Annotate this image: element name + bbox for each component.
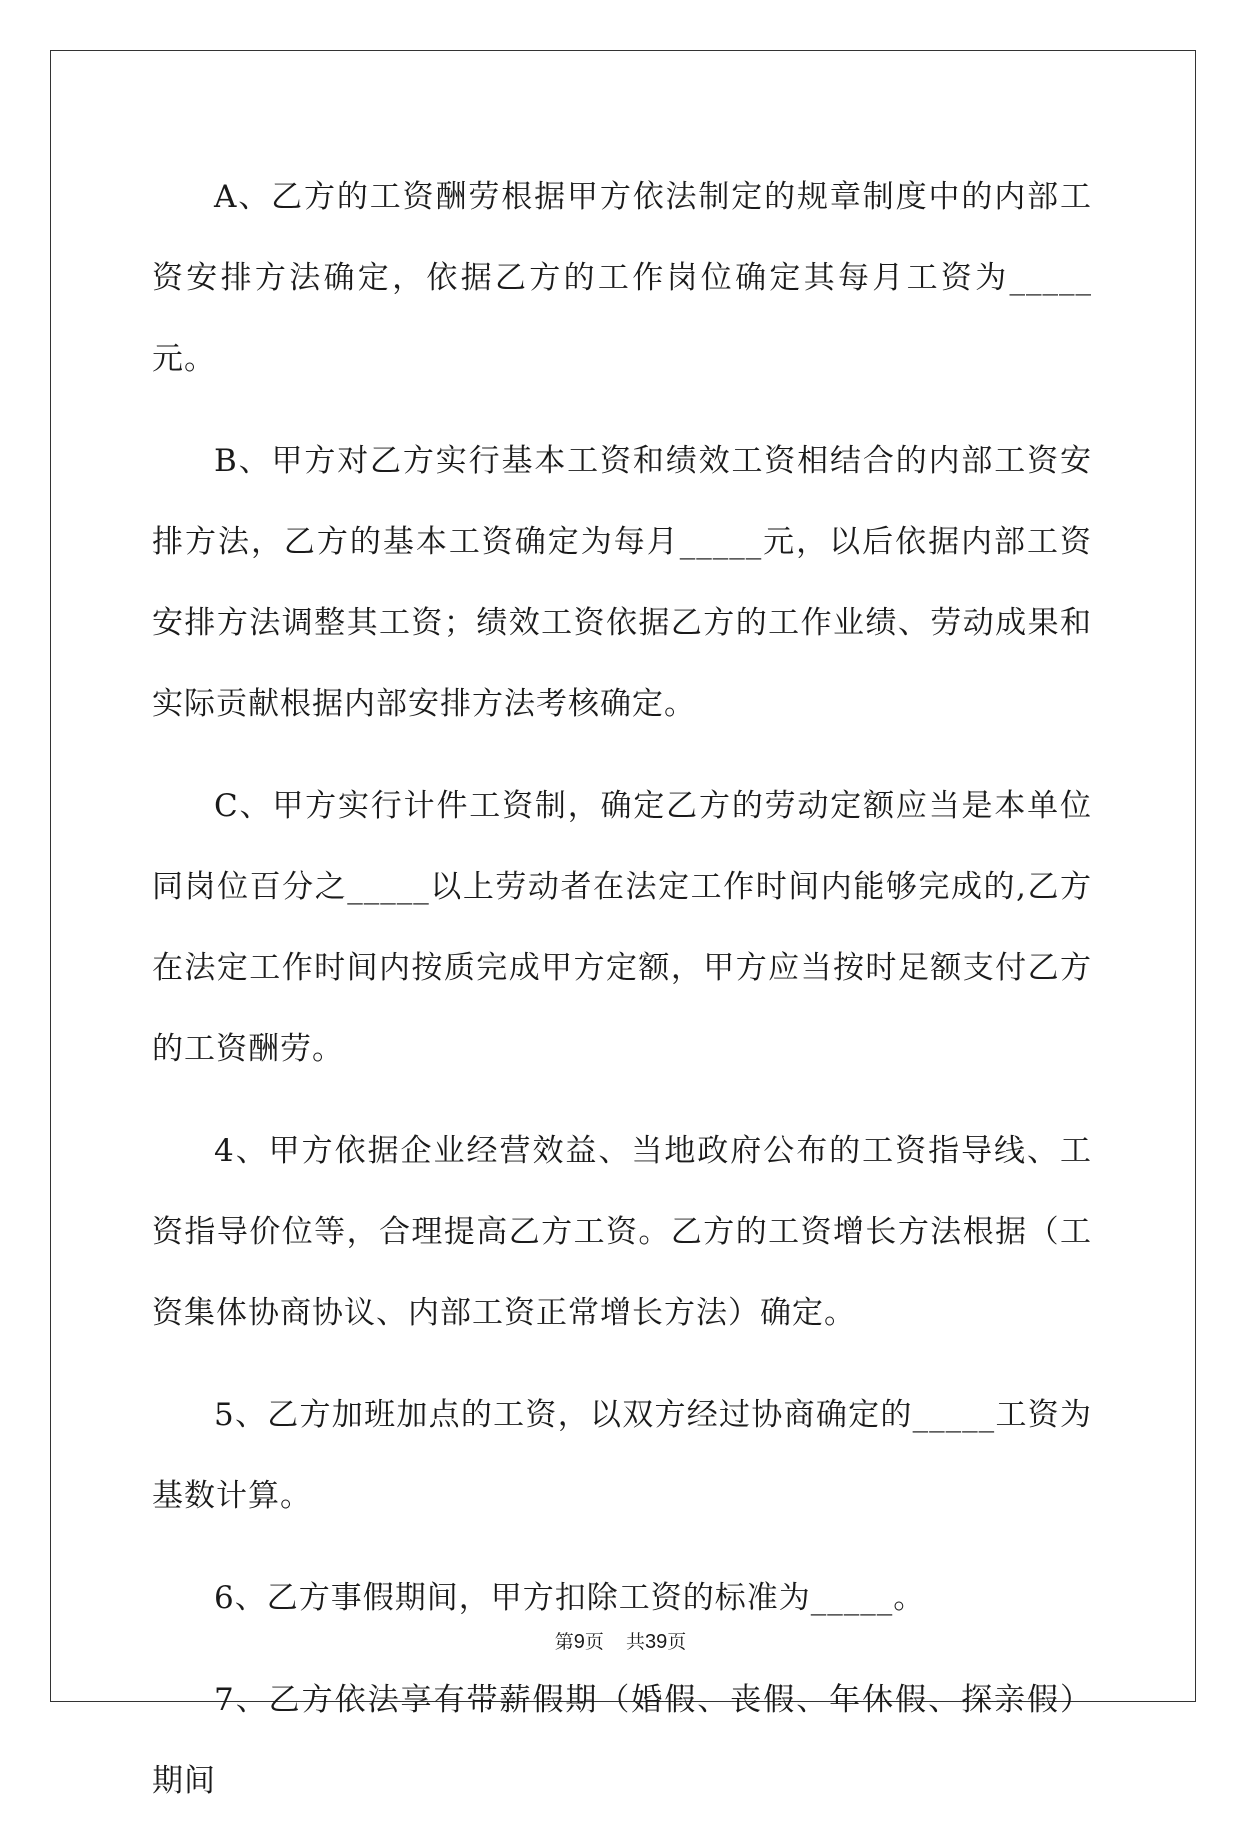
paragraph-a: A、乙方的工资酬劳根据甲方依法制定的规章制度中的内部工资安排方法确定，依据乙方的工作岗位确定其每月工资为_____元。 xyxy=(152,179,1092,377)
page-footer xyxy=(0,1627,1241,1654)
paragraph-6: 6、乙方事假期间，甲方扣除工资的标准为_____。 xyxy=(214,1580,926,1616)
total-pages: 39 xyxy=(644,1631,668,1653)
paragraph-c: C、甲方实行计件工资制，确定乙方的劳动定额应当是本单位同岗位百分之_____以上劳动者在法定工作时间内能够完成的,乙方在法定工作时间内按质完成甲方定额，甲方应当按时足额支付乙方的工资酬劳。 xyxy=(152,788,1092,1067)
paragraph-7: 7、乙方依法享有带薪假期（婚假、丧假、年休假、探亲假）期间 xyxy=(152,1682,1092,1799)
page-prefix: 第 xyxy=(554,1631,574,1653)
paragraph-b: B、甲方对乙方实行基本工资和绩效工资相结合的内部工资安排方法，乙方的基本工资确定为每月_____元，以后依据内部工资安排方法调整其工资；绩效工资依据乙方的工作业绩、劳动成果和实际贡献根据内部安排方法考核确定。 xyxy=(152,443,1092,722)
document-body xyxy=(152,157,1092,1843)
page-number: 9 xyxy=(573,1631,585,1653)
paragraph-4: 4、甲方依据企业经营效益、当地政府公布的工资指导线、工资指导价位等，合理提高乙方工资。乙方的工资增长方法根据（工资集体协商协议、内部工资正常增长方法）确定。 xyxy=(152,1133,1092,1331)
total-prefix: 共 xyxy=(625,1631,645,1653)
paragraph-5: 5、乙方加班加点的工资，以双方经过协商确定的_____工资为基数计算。 xyxy=(152,1397,1092,1514)
total-suffix: 页 xyxy=(667,1631,687,1653)
page-suffix: 页 xyxy=(584,1631,604,1653)
